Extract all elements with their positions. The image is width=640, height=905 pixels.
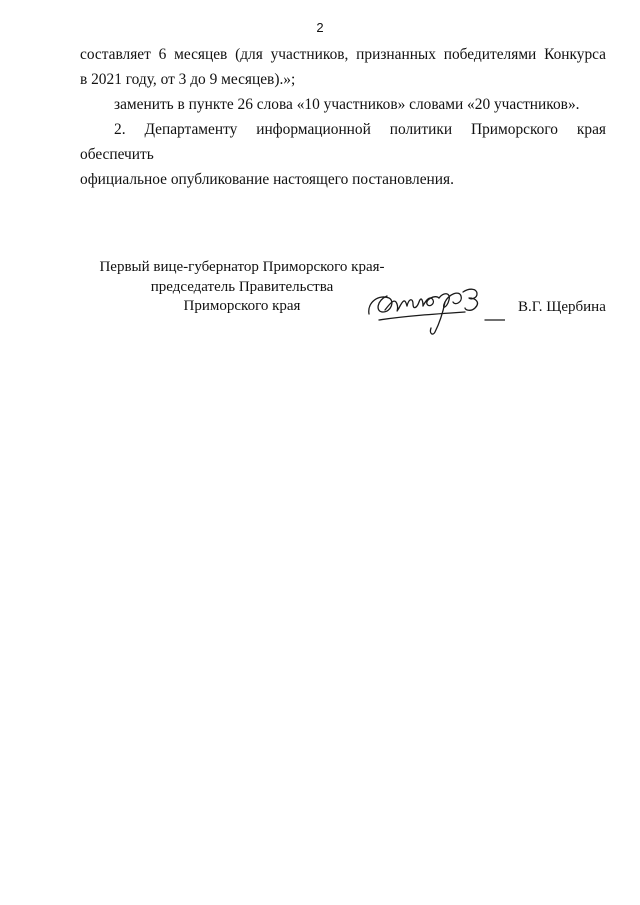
- text-line: заменить в пункте 26 слова «10 участников» словами «20 участников».: [114, 96, 580, 113]
- text-line: в 2021 году, от 3 до 9 месяцев).»;: [80, 71, 296, 88]
- signature-block: [0, 258, 640, 338]
- text-line: составляет 6 месяцев (для участников, признанных победителями Конкурса: [80, 46, 606, 63]
- handwritten-signature: [365, 268, 505, 343]
- signer-name: В.Г. Щербина: [518, 299, 606, 315]
- text-line: 2. Департаменту информационной политики Приморского края обеспечить: [80, 121, 606, 163]
- signature-strokes: [369, 289, 505, 334]
- signature-stroke: [430, 302, 445, 334]
- signature-stroke: [379, 312, 465, 320]
- signer-title-line: Приморского края: [183, 298, 301, 314]
- signature-stroke: [423, 297, 439, 306]
- signer-title-line: Первый вице-губернатор Приморского края-: [99, 259, 385, 275]
- signature-stroke: [407, 299, 423, 308]
- signature-stroke: [439, 293, 461, 307]
- text-line: официальное опубликование настоящего постановления.: [80, 171, 454, 188]
- paragraph-term-clause: [80, 42, 606, 92]
- paragraph-publication-clause: [80, 117, 606, 192]
- page-number: 2: [316, 20, 324, 35]
- signer-title-line: председатель Правительства: [150, 278, 334, 295]
- paragraph-replace-clause: [80, 92, 606, 117]
- signature-stroke: [463, 289, 477, 310]
- signer-title: [78, 258, 406, 317]
- document-body: [80, 42, 606, 192]
